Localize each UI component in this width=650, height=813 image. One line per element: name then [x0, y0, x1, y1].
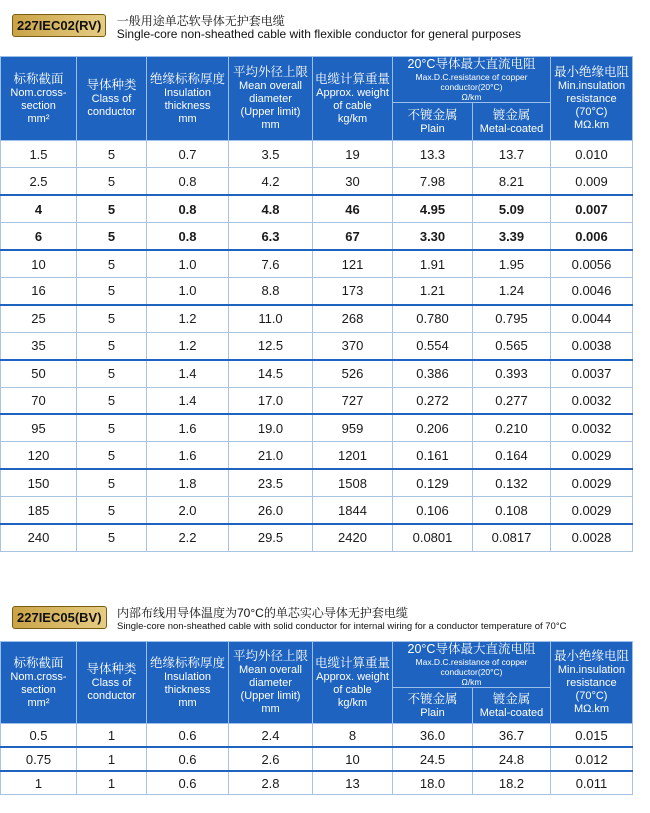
table-cell: 0.015: [551, 724, 633, 748]
table-cell: 1.0: [147, 277, 229, 304]
table-cell: 1: [77, 771, 147, 795]
section-title-cn: 内部布线用导体温度为70°C的单芯实心导体无护套电缆: [117, 606, 408, 620]
table-cell: 0.0032: [551, 387, 633, 414]
table-cell: 1201: [313, 442, 393, 469]
table-cell: 0.0028: [551, 524, 633, 551]
table-cell: 46: [313, 195, 393, 222]
table-cell: 67: [313, 223, 393, 250]
table-cell: 6.3: [229, 223, 313, 250]
table-row: [1, 305, 633, 332]
spec-table-rv: [0, 56, 633, 552]
table-cell: 0.108: [473, 497, 551, 524]
col-header-weight: 电缆计算重量 Approx. weight of cable kg/km: [313, 57, 393, 141]
table-cell: 4.2: [229, 168, 313, 195]
table-cell: 0.0037: [551, 360, 633, 387]
table-cell: 2.6: [229, 747, 313, 771]
table-cell: 0.0029: [551, 497, 633, 524]
table-row: [1, 747, 633, 771]
table-cell: 3.5: [229, 141, 313, 168]
table-cell: 1508: [313, 469, 393, 496]
table-cell: 0.0801: [393, 524, 473, 551]
table-cell: 1.24: [473, 277, 551, 304]
table-cell: 0.386: [393, 360, 473, 387]
table-cell: 70: [1, 387, 77, 414]
table-cell: 36.0: [393, 724, 473, 748]
table-cell: 0.565: [473, 332, 551, 359]
table-cell: 0.012: [551, 747, 633, 771]
table-cell: 11.0: [229, 305, 313, 332]
table-cell: 0.0032: [551, 414, 633, 441]
table-cell: 1844: [313, 497, 393, 524]
table-cell: 526: [313, 360, 393, 387]
col-header-diameter: 平均外径上限 Mean overall diameter (Upper limit) mm: [229, 57, 313, 141]
col-header-cross-section: 标称截面 Nom.cross- section mm²: [1, 642, 77, 724]
table-cell: 5: [77, 414, 147, 441]
table-cell: 50: [1, 360, 77, 387]
table-cell: 1: [77, 724, 147, 748]
table-cell: 12.5: [229, 332, 313, 359]
table-row: [1, 360, 633, 387]
col-header-min-insulation: 最小绝缘电阻 Min.insulation resistance (70°C) MΩ.km: [551, 642, 633, 724]
table-cell: 1.21: [393, 277, 473, 304]
table-cell: 95: [1, 414, 77, 441]
table-cell: 2.8: [229, 771, 313, 795]
section-title-en: Single-core non-sheathed cable with flexible conductor for general purposes: [116, 27, 522, 41]
table-cell: 1.91: [393, 250, 473, 277]
table-cell: 0.0056: [551, 250, 633, 277]
table-cell: 13.7: [473, 141, 551, 168]
col-header-plain: 不镀金属 Plain: [393, 688, 473, 724]
table-cell: 23.5: [229, 469, 313, 496]
table-cell: 1.0: [147, 250, 229, 277]
table-cell: 0.106: [393, 497, 473, 524]
table-cell: 2420: [313, 524, 393, 551]
table-cell: 0.164: [473, 442, 551, 469]
table-cell: 6: [1, 223, 77, 250]
table-cell: 0.132: [473, 469, 551, 496]
table-cell: 1.4: [147, 360, 229, 387]
section-badge: 227IEC02(RV): [12, 14, 106, 37]
col-header-cross-section: 标称截面 Nom.cross- section mm²: [1, 57, 77, 141]
table-cell: 0.006: [551, 223, 633, 250]
section-title-en: Single-core non-sheathed cable with solid conductor for internal wiring for a conductor temperature of 70°C: [117, 621, 567, 632]
table-cell: 26.0: [229, 497, 313, 524]
table-cell: 5.09: [473, 195, 551, 222]
table-cell: 3.30: [393, 223, 473, 250]
table-cell: 5: [77, 360, 147, 387]
table-cell: 240: [1, 524, 77, 551]
table-row: [1, 387, 633, 414]
table-row: [1, 277, 633, 304]
table-cell: 8.21: [473, 168, 551, 195]
table-cell: 120: [1, 442, 77, 469]
table-cell: 5: [77, 469, 147, 496]
table-cell: 0.210: [473, 414, 551, 441]
table-row: [1, 497, 633, 524]
table-cell: 0.7: [147, 141, 229, 168]
table-cell: 4.8: [229, 195, 313, 222]
table-row: [1, 524, 633, 551]
table-cell: 5: [77, 387, 147, 414]
section-title-cn: 一般用途单芯软导体无护套电缆: [116, 14, 285, 28]
table-row: [1, 724, 633, 748]
table-cell: 25: [1, 305, 77, 332]
table-cell: 10: [1, 250, 77, 277]
table-cell: 18.2: [473, 771, 551, 795]
table-cell: 1.5: [1, 141, 77, 168]
spec-table-bv: [0, 641, 633, 795]
table-cell: 5: [77, 277, 147, 304]
table-cell: 268: [313, 305, 393, 332]
table-cell: 7.6: [229, 250, 313, 277]
table-row: [1, 332, 633, 359]
table-cell: 8: [313, 724, 393, 748]
table-cell: 0.0038: [551, 332, 633, 359]
table-cell: 3.39: [473, 223, 551, 250]
table-cell: 1.6: [147, 442, 229, 469]
table-cell: 1: [1, 771, 77, 795]
table-cell: 0.6: [147, 771, 229, 795]
table-cell: 150: [1, 469, 77, 496]
table-cell: 727: [313, 387, 393, 414]
table-cell: 0.0029: [551, 469, 633, 496]
col-header-class: 导体种类 Class of conductor: [77, 642, 147, 724]
table-cell: 1.6: [147, 414, 229, 441]
col-header-metal-coated: 镀金属 Metal-coated: [473, 103, 551, 141]
table-cell: 5: [77, 305, 147, 332]
table-cell: 5: [77, 524, 147, 551]
table-cell: 0.780: [393, 305, 473, 332]
table-cell: 370: [313, 332, 393, 359]
table-cell: 5: [77, 195, 147, 222]
table-cell: 30: [313, 168, 393, 195]
section-rv: [12, 14, 644, 41]
table-cell: 1.2: [147, 305, 229, 332]
table-cell: 2.0: [147, 497, 229, 524]
table-cell: 5: [77, 497, 147, 524]
table-row: [1, 771, 633, 795]
table-cell: 0.161: [393, 442, 473, 469]
table-cell: 4.95: [393, 195, 473, 222]
table-cell: 4: [1, 195, 77, 222]
table-cell: 36.7: [473, 724, 551, 748]
table-cell: 0.129: [393, 469, 473, 496]
table-cell: 0.206: [393, 414, 473, 441]
table-cell: 1: [77, 747, 147, 771]
table-cell: 16: [1, 277, 77, 304]
table-cell: 2.2: [147, 524, 229, 551]
col-header-metal-coated: 镀金属 Metal-coated: [473, 688, 551, 724]
table-cell: 5: [77, 250, 147, 277]
section-titles: [117, 606, 567, 633]
table-row: [1, 414, 633, 441]
table-cell: 0.8: [147, 195, 229, 222]
table-cell: 0.0044: [551, 305, 633, 332]
table-cell: 5: [77, 141, 147, 168]
table-cell: 0.75: [1, 747, 77, 771]
table-cell: 0.007: [551, 195, 633, 222]
table-cell: 0.009: [551, 168, 633, 195]
table-row: [1, 469, 633, 496]
table-row: [1, 168, 633, 195]
table-cell: 0.010: [551, 141, 633, 168]
table-cell: 13: [313, 771, 393, 795]
col-header-insulation: 绝缘标称厚度 Insulation thickness mm: [147, 57, 229, 141]
table-row: [1, 141, 633, 168]
table-cell: 0.8: [147, 168, 229, 195]
table-cell: 0.0817: [473, 524, 551, 551]
table-cell: 121: [313, 250, 393, 277]
table-cell: 959: [313, 414, 393, 441]
table-cell: 2.4: [229, 724, 313, 748]
table-cell: 29.5: [229, 524, 313, 551]
table-cell: 24.5: [393, 747, 473, 771]
table-cell: 0.0046: [551, 277, 633, 304]
table-row: [1, 223, 633, 250]
table-cell: 5: [77, 168, 147, 195]
table-cell: 0.6: [147, 724, 229, 748]
table-cell: 173: [313, 277, 393, 304]
table-cell: 0.277: [473, 387, 551, 414]
table-cell: 0.5: [1, 724, 77, 748]
table-cell: 5: [77, 223, 147, 250]
table-cell: 0.8: [147, 223, 229, 250]
table-cell: 35: [1, 332, 77, 359]
table-cell: 1.8: [147, 469, 229, 496]
table-row: [1, 250, 633, 277]
table-row: [1, 195, 633, 222]
table-cell: 0.011: [551, 771, 633, 795]
section-titles: [117, 14, 521, 41]
col-header-weight: 电缆计算重量 Approx. weight of cable kg/km: [313, 642, 393, 724]
table-cell: 0.272: [393, 387, 473, 414]
table-cell: 19: [313, 141, 393, 168]
table-cell: 0.554: [393, 332, 473, 359]
table-cell: 8.8: [229, 277, 313, 304]
table-cell: 5: [77, 442, 147, 469]
table-cell: 5: [77, 332, 147, 359]
table-cell: 2.5: [1, 168, 77, 195]
table-cell: 1.95: [473, 250, 551, 277]
table-cell: 24.8: [473, 747, 551, 771]
table-cell: 21.0: [229, 442, 313, 469]
col-header-insulation: 绝缘标称厚度 Insulation thickness mm: [147, 642, 229, 724]
table-cell: 7.98: [393, 168, 473, 195]
table-cell: 17.0: [229, 387, 313, 414]
table-cell: 18.0: [393, 771, 473, 795]
table-cell: 1.4: [147, 387, 229, 414]
table-cell: 19.0: [229, 414, 313, 441]
col-header-diameter: 平均外径上限 Mean overall diameter (Upper limit) mm: [229, 642, 313, 724]
col-header-plain: 不镀金属 Plain: [393, 103, 473, 141]
section-badge: 227IEC05(BV): [12, 606, 107, 629]
table-cell: 1.2: [147, 332, 229, 359]
table-cell: 0.6: [147, 747, 229, 771]
col-header-class: 导体种类 Class of conductor: [77, 57, 147, 141]
table-cell: 10: [313, 747, 393, 771]
table-cell: 0.0029: [551, 442, 633, 469]
table-cell: 185: [1, 497, 77, 524]
table-cell: 14.5: [229, 360, 313, 387]
col-header-resistance: 20°C导体最大直流电阻 Max.D.C.resistance of copper conductor(20°C) Ω/km: [393, 57, 551, 103]
col-header-resistance: 20°C导体最大直流电阻 Max.D.C.resistance of copper conductor(20°C) Ω/km: [393, 642, 551, 688]
col-header-min-insulation: 最小绝缘电阻 Min.insulation resistance (70°C) MΩ.km: [551, 57, 633, 141]
table-cell: 0.795: [473, 305, 551, 332]
section-bv: [12, 606, 644, 633]
table-cell: 13.3: [393, 141, 473, 168]
table-row: [1, 442, 633, 469]
table-cell: 0.393: [473, 360, 551, 387]
